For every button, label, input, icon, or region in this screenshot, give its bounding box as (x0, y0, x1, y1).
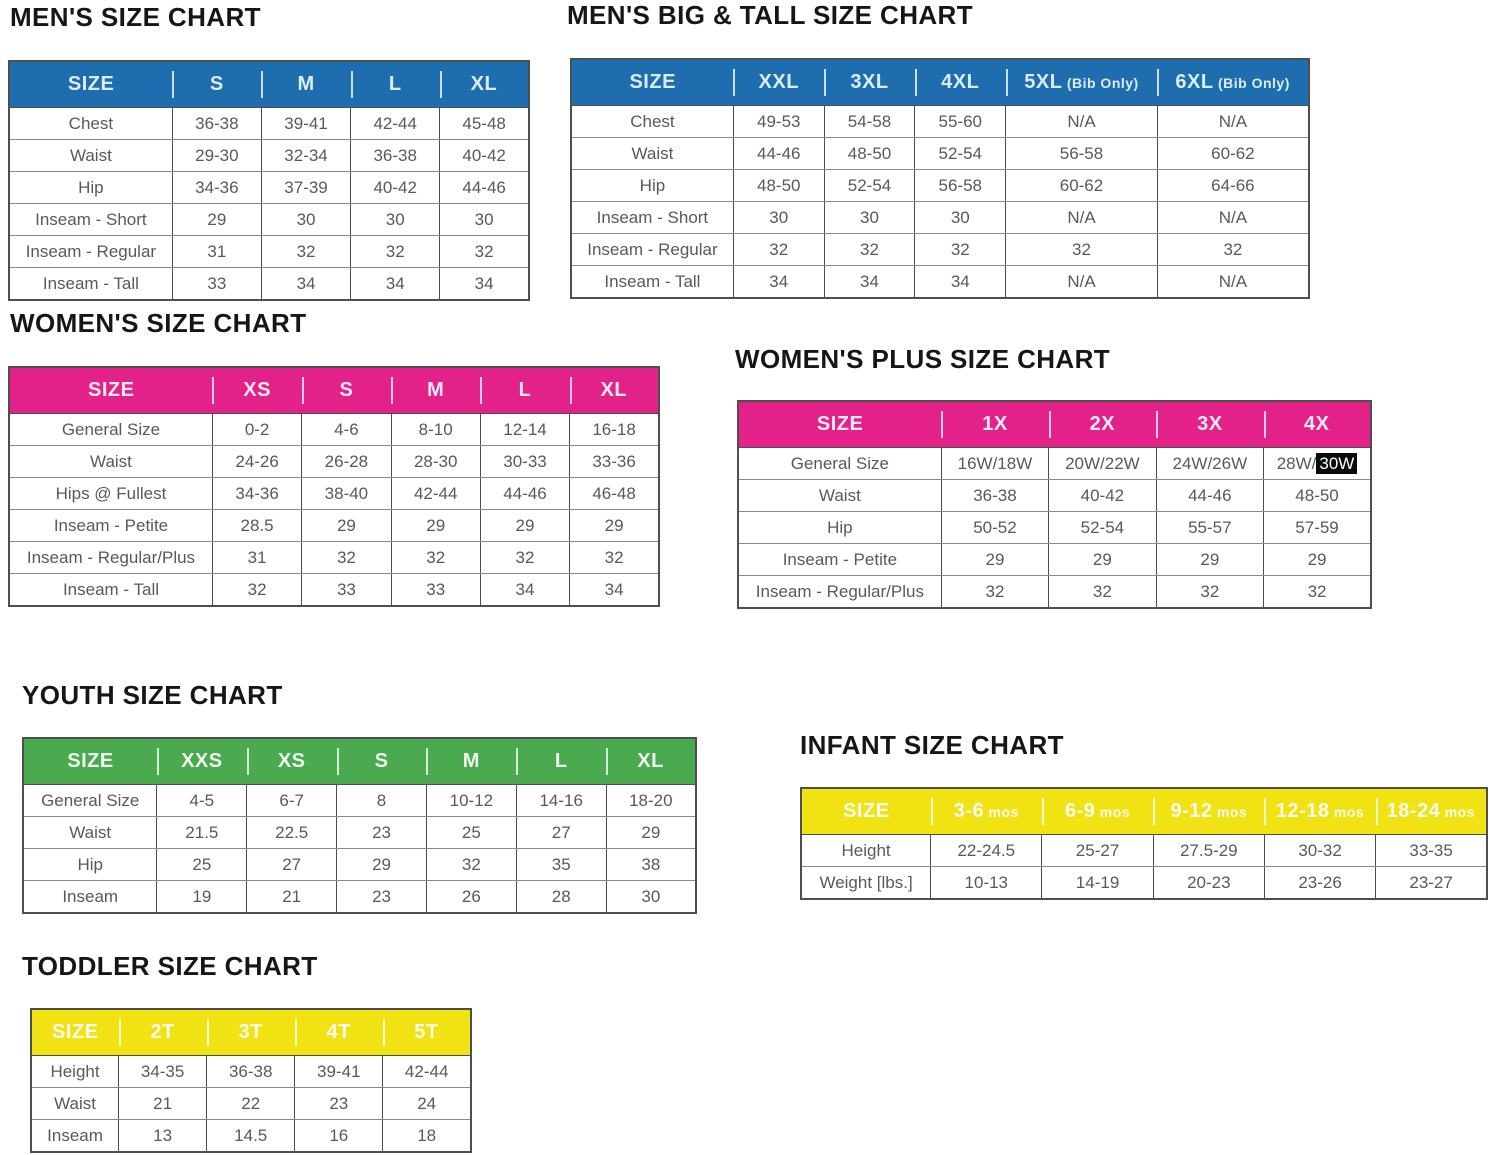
cell-value: 20-23 (1153, 867, 1264, 900)
cell-value: 24W/26W (1156, 448, 1263, 480)
cell-value: 29 (480, 510, 569, 542)
cell-value: 32 (391, 542, 480, 574)
cell-value: 56-58 (915, 170, 1006, 202)
column-header: XS (212, 367, 301, 414)
table-row (738, 544, 1371, 576)
row-label: Waist (571, 138, 733, 170)
column-header (1042, 788, 1153, 835)
cell-value: 54-58 (824, 106, 915, 138)
cell-value: 30-32 (1264, 835, 1375, 867)
cell-value: 35 (516, 849, 606, 881)
row-label: Inseam - Regular/Plus (9, 542, 212, 574)
cell-value: 32-34 (261, 140, 350, 172)
cell-value: N/A (1157, 202, 1309, 234)
row-label: Inseam - Regular (571, 234, 733, 266)
infant-size-chart-title: INFANT SIZE CHART (800, 730, 1064, 760)
cell-value: 30 (733, 202, 824, 234)
row-label: Inseam - Regular (9, 236, 172, 268)
cell-value: 34 (570, 574, 659, 607)
cell-value: 4-6 (302, 414, 391, 446)
cell-value: 40-42 (351, 172, 440, 204)
cell-value: 48-50 (733, 170, 824, 202)
column-header: 3T (207, 1009, 295, 1056)
cell-value: 28W/ 30W (1264, 448, 1371, 480)
cell-value: 38 (606, 849, 696, 881)
row-label: Chest (571, 106, 733, 138)
mens-big-tall-size-chart-section (567, 0, 1310, 299)
column-header-sub: (Bib Only) (1062, 75, 1139, 91)
cell-value: 32 (302, 542, 391, 574)
cell-value: 30-33 (480, 446, 569, 478)
row-label: Inseam (31, 1120, 119, 1153)
cell-value: 14-16 (516, 785, 606, 817)
row-label: General Size (9, 414, 212, 446)
table-row (23, 849, 696, 881)
cell-value: 30 (261, 204, 350, 236)
row-label: Inseam - Tall (9, 268, 172, 301)
cell-value: 32 (1049, 576, 1156, 609)
column-header-sub: mos (1329, 804, 1365, 820)
cell-value: 25-27 (1042, 835, 1153, 867)
column-header: L (480, 367, 569, 414)
cell-value: 26-28 (302, 446, 391, 478)
row-label: Inseam (23, 881, 157, 914)
cell-value: 57-59 (1264, 512, 1371, 544)
column-header: 3X (1156, 401, 1263, 448)
cell-value: 32 (915, 234, 1006, 266)
table-row (9, 268, 529, 301)
column-header-sub: (Bib Only) (1213, 75, 1290, 91)
column-header (1006, 59, 1158, 106)
table-row (9, 140, 529, 172)
column-header: 1X (941, 401, 1048, 448)
column-header: XS (247, 738, 337, 785)
table-row (9, 172, 529, 204)
column-header: L (516, 738, 606, 785)
cell-value: 44-46 (1156, 480, 1263, 512)
table-row (31, 1088, 471, 1120)
cell-value: 32 (351, 236, 440, 268)
cell-value: 14.5 (207, 1120, 295, 1153)
table-row (9, 478, 659, 510)
column-header-main: 6XL (1175, 71, 1214, 93)
column-header-main: 5XL (1024, 71, 1063, 93)
header-row (9, 61, 529, 108)
cell-value: 23 (295, 1088, 383, 1120)
cell-value: 32 (480, 542, 569, 574)
cell-value: 25 (157, 849, 247, 881)
row-label: Waist (9, 140, 172, 172)
cell-value: 44-46 (480, 478, 569, 510)
cell-value: 32 (426, 849, 516, 881)
cell-value: 8 (337, 785, 427, 817)
table-row (23, 785, 696, 817)
cell-value: 42-44 (391, 478, 480, 510)
cell-value: 52-54 (1049, 512, 1156, 544)
column-header: L (351, 61, 440, 108)
cell-value: 36-38 (172, 108, 261, 140)
table-row (571, 266, 1309, 299)
table-row (571, 234, 1309, 266)
column-header: M (426, 738, 516, 785)
cell-value: 23-27 (1376, 867, 1487, 900)
table-row (9, 542, 659, 574)
table-row (23, 881, 696, 914)
size-column-header: SIZE (9, 367, 212, 414)
column-header: XL (570, 367, 659, 414)
cell-value: 30 (351, 204, 440, 236)
size-column-header: SIZE (9, 61, 172, 108)
cell-value: 12-14 (480, 414, 569, 446)
cell-value: 32 (212, 574, 301, 607)
cell-value: 32 (733, 234, 824, 266)
cell-value: 42-44 (383, 1056, 471, 1088)
cell-value: 30 (824, 202, 915, 234)
table-row (738, 448, 1371, 480)
cell-value: 42-44 (351, 108, 440, 140)
column-header (1153, 788, 1264, 835)
cell-value: 38-40 (302, 478, 391, 510)
row-label: Waist (738, 480, 941, 512)
cell-value: 21 (247, 881, 337, 914)
cell-value: 33 (391, 574, 480, 607)
cell-value: 33 (302, 574, 391, 607)
row-label: Inseam - Tall (571, 266, 733, 299)
cell-value: 28-30 (391, 446, 480, 478)
cell-value: 49-53 (733, 106, 824, 138)
cell-value: 32 (261, 236, 350, 268)
youth-size-chart-section (22, 680, 697, 914)
womens-plus-size-chart-section (737, 344, 1372, 609)
highlighted-value: 30W (1316, 453, 1357, 474)
cell-value: 48-50 (1264, 480, 1371, 512)
cell-value: 32 (1157, 234, 1309, 266)
table-row (31, 1120, 471, 1153)
cell-value: 33-35 (1376, 835, 1487, 867)
cell-value: 13 (119, 1120, 207, 1153)
cell-value: 18-20 (606, 785, 696, 817)
cell-value: 32 (1156, 576, 1263, 609)
cell-value: 29 (391, 510, 480, 542)
cell-value: 34 (261, 268, 350, 301)
cell-value: 34-36 (212, 478, 301, 510)
cell-value: 10-12 (426, 785, 516, 817)
row-label: General Size (23, 785, 157, 817)
cell-value: 34 (351, 268, 440, 301)
cell-value: 18 (383, 1120, 471, 1153)
cell-value: 21.5 (157, 817, 247, 849)
column-header: 3XL (824, 59, 915, 106)
row-label: Waist (23, 817, 157, 849)
womens-size-chart-title: WOMEN'S SIZE CHART (10, 308, 307, 338)
cell-value: 31 (212, 542, 301, 574)
cell-value: 34-35 (119, 1056, 207, 1088)
cell-value: N/A (1157, 266, 1309, 299)
cell-value: 31 (172, 236, 261, 268)
table-row (738, 576, 1371, 609)
mens-big-tall-size-chart-table (570, 58, 1310, 299)
cell-value: 33 (172, 268, 261, 301)
cell-value: 25 (426, 817, 516, 849)
row-label: Hip (571, 170, 733, 202)
cell-value: 34 (480, 574, 569, 607)
cell-value: 8-10 (391, 414, 480, 446)
column-header: M (391, 367, 480, 414)
cell-value: 27 (247, 849, 337, 881)
cell-value: 29 (606, 817, 696, 849)
cell-value: 30 (440, 204, 529, 236)
cell-value: 48-50 (824, 138, 915, 170)
column-header: S (337, 738, 427, 785)
table-row (571, 106, 1309, 138)
row-label: Inseam - Petite (738, 544, 941, 576)
column-header (1157, 59, 1309, 106)
cell-value: 28.5 (212, 510, 301, 542)
cell-value: 29 (570, 510, 659, 542)
cell-value: 26 (426, 881, 516, 914)
cell-value: 22 (207, 1088, 295, 1120)
cell-value: 4-5 (157, 785, 247, 817)
row-label: Inseam - Petite (9, 510, 212, 542)
cell-value: 34 (915, 266, 1006, 299)
womens-plus-size-chart-table (737, 400, 1372, 609)
toddler-size-chart-table (30, 1008, 472, 1153)
cell-value: 40-42 (440, 140, 529, 172)
cell-value: 60-62 (1006, 170, 1158, 202)
row-label: Chest (9, 108, 172, 140)
cell-value: 28 (516, 881, 606, 914)
header-row (738, 401, 1371, 448)
cell-value: 52-54 (824, 170, 915, 202)
cell-value: 32 (440, 236, 529, 268)
column-header: 4XL (915, 59, 1006, 106)
column-header: 5T (383, 1009, 471, 1056)
mens-size-chart-section (8, 2, 530, 301)
row-label: Weight [lbs.] (801, 867, 931, 900)
cell-value: 29-30 (172, 140, 261, 172)
cell-value: 32 (941, 576, 1048, 609)
mens-size-chart-table (8, 60, 530, 301)
cell-value: N/A (1157, 106, 1309, 138)
cell-value: 24 (383, 1088, 471, 1120)
column-header-sub: mos (1440, 804, 1476, 820)
row-label: Inseam - Short (571, 202, 733, 234)
cell-value: 36-38 (941, 480, 1048, 512)
cell-value: 32 (1006, 234, 1158, 266)
cell-value: N/A (1006, 202, 1158, 234)
header-row (801, 788, 1487, 835)
cell-value: 14-19 (1042, 867, 1153, 900)
column-header (1376, 788, 1487, 835)
youth-size-chart-title: YOUTH SIZE CHART (22, 680, 283, 710)
size-column-header: SIZE (571, 59, 733, 106)
cell-value: 29 (1156, 544, 1263, 576)
table-row (9, 510, 659, 542)
row-label: Inseam - Regular/Plus (738, 576, 941, 609)
cell-value: 34 (733, 266, 824, 299)
table-row (801, 867, 1487, 900)
cell-value: 16-18 (570, 414, 659, 446)
column-header-main: 9-12 (1170, 800, 1213, 822)
cell-value: 55-57 (1156, 512, 1263, 544)
cell-value: 6-7 (247, 785, 337, 817)
header-row (571, 59, 1309, 106)
cell-value: 34 (440, 268, 529, 301)
table-row (31, 1056, 471, 1088)
cell-value: 52-54 (915, 138, 1006, 170)
column-header-main: 12-18 (1275, 800, 1330, 822)
cell-value: 16 (295, 1120, 383, 1153)
cell-value: N/A (1006, 266, 1158, 299)
cell-value: 19 (157, 881, 247, 914)
cell-value: 50-52 (941, 512, 1048, 544)
cell-value: 29 (941, 544, 1048, 576)
column-header-main: 6-9 (1064, 800, 1096, 822)
table-row (23, 817, 696, 849)
cell-value: 37-39 (261, 172, 350, 204)
cell-value: 23 (337, 881, 427, 914)
header-row (23, 738, 696, 785)
column-header: XL (606, 738, 696, 785)
size-column-header: SIZE (23, 738, 157, 785)
cell-value: 29 (337, 849, 427, 881)
cell-value: 32 (1264, 576, 1371, 609)
womens-size-chart-table (8, 366, 660, 607)
column-header: M (261, 61, 350, 108)
column-header: XL (440, 61, 529, 108)
row-label: Inseam - Tall (9, 574, 212, 607)
cell-value: 27 (516, 817, 606, 849)
row-label: Height (31, 1056, 119, 1088)
infant-size-chart-table (800, 787, 1488, 900)
header-row (9, 367, 659, 414)
cell-value: 16W/18W (941, 448, 1048, 480)
cell-value: 30 (606, 881, 696, 914)
row-label: General Size (738, 448, 941, 480)
column-header-sub: mos (1212, 804, 1248, 820)
size-column-header: SIZE (31, 1009, 119, 1056)
column-header (1264, 788, 1375, 835)
toddler-size-chart-section (22, 951, 472, 1153)
table-row (738, 512, 1371, 544)
cell-value: 55-60 (915, 106, 1006, 138)
cell-value: 39-41 (295, 1056, 383, 1088)
cell-value: 0-2 (212, 414, 301, 446)
column-header: S (172, 61, 261, 108)
cell-value: 34-36 (172, 172, 261, 204)
table-row (738, 480, 1371, 512)
cell-value: 10-13 (931, 867, 1042, 900)
cell-value: 34 (824, 266, 915, 299)
toddler-size-chart-title: TODDLER SIZE CHART (22, 951, 318, 981)
column-header: 2X (1049, 401, 1156, 448)
row-label: Waist (9, 446, 212, 478)
cell-value: 44-46 (733, 138, 824, 170)
column-header-main: 18-24 (1386, 800, 1441, 822)
cell-value: 60-62 (1157, 138, 1309, 170)
row-label: Hip (738, 512, 941, 544)
size-column-header: SIZE (738, 401, 941, 448)
cell-value: 21 (119, 1088, 207, 1120)
table-row (571, 170, 1309, 202)
table-row (9, 204, 529, 236)
mens-big-tall-size-chart-title: MEN'S BIG & TALL SIZE CHART (567, 0, 974, 30)
cell-value: 22.5 (247, 817, 337, 849)
cell-value: 32 (824, 234, 915, 266)
column-header: 4X (1264, 401, 1371, 448)
mens-size-chart-title: MEN'S SIZE CHART (10, 2, 261, 32)
column-header: XXS (157, 738, 247, 785)
cell-value: 22-24.5 (931, 835, 1042, 867)
cell-value: 39-41 (261, 108, 350, 140)
table-row (9, 414, 659, 446)
cell-value: N/A (1006, 106, 1158, 138)
cell-value: 23 (337, 817, 427, 849)
cell-value: 20W/22W (1049, 448, 1156, 480)
cell-value: 29 (302, 510, 391, 542)
womens-size-chart-section (8, 308, 660, 607)
column-header-sub: mos (1095, 804, 1131, 820)
column-header: 4T (295, 1009, 383, 1056)
cell-value: 24-26 (212, 446, 301, 478)
infant-size-chart-section (800, 730, 1488, 900)
cell-value: 29 (1049, 544, 1156, 576)
row-label: Hip (23, 849, 157, 881)
size-column-header: SIZE (801, 788, 931, 835)
column-header: 2T (119, 1009, 207, 1056)
cell-value: 46-48 (570, 478, 659, 510)
cell-value: 56-58 (1006, 138, 1158, 170)
cell-value: 36-38 (207, 1056, 295, 1088)
cell-value: 29 (172, 204, 261, 236)
row-label: Waist (31, 1088, 119, 1120)
table-row (571, 202, 1309, 234)
cell-value: 30 (915, 202, 1006, 234)
cell-value: 45-48 (440, 108, 529, 140)
cell-value: 36-38 (351, 140, 440, 172)
table-row (571, 138, 1309, 170)
cell-value: 40-42 (1049, 480, 1156, 512)
cell-value: 27.5-29 (1153, 835, 1264, 867)
womens-plus-size-chart-title: WOMEN'S PLUS SIZE CHART (735, 344, 1111, 374)
table-row (9, 446, 659, 478)
youth-size-chart-table (22, 737, 697, 914)
cell-value: 23-26 (1264, 867, 1375, 900)
table-row (9, 574, 659, 607)
column-header-sub: mos (984, 804, 1019, 820)
table-row (801, 835, 1487, 867)
row-label: Hip (9, 172, 172, 204)
header-row (31, 1009, 471, 1056)
column-header (931, 788, 1042, 835)
column-header: XXL (733, 59, 824, 106)
row-label: Hips @ Fullest (9, 478, 212, 510)
cell-value: 44-46 (440, 172, 529, 204)
cell-value: 64-66 (1157, 170, 1309, 202)
row-label: Height (801, 835, 931, 867)
column-header: S (302, 367, 391, 414)
table-row (9, 236, 529, 268)
cell-value: 32 (570, 542, 659, 574)
column-header-main: 3-6 (953, 800, 985, 822)
table-row (9, 108, 529, 140)
cell-value: 33-36 (570, 446, 659, 478)
cell-value: 29 (1264, 544, 1371, 576)
row-label: Inseam - Short (9, 204, 172, 236)
